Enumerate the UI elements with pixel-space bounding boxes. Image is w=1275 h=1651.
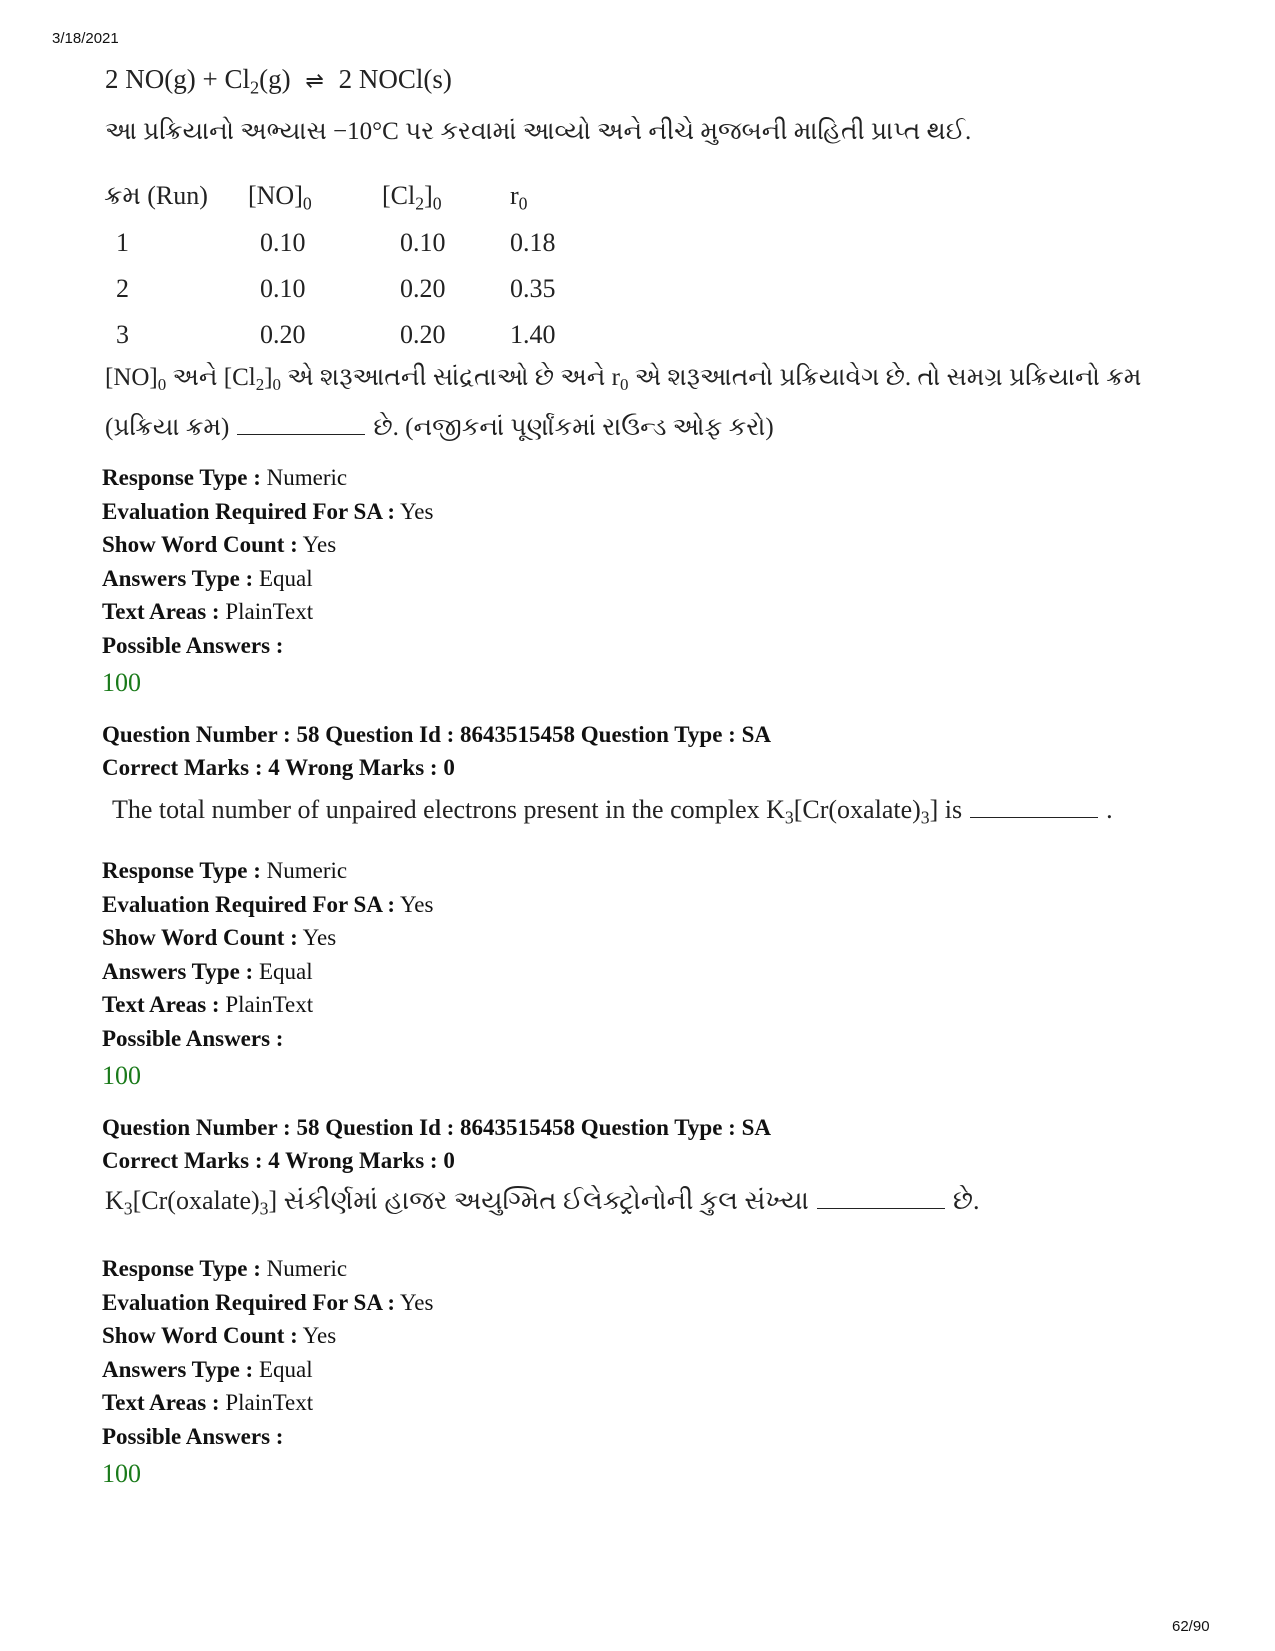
answer-blank [817, 1188, 945, 1209]
answer-blank [237, 414, 365, 435]
header-rate: $r_0$ [510, 181, 528, 214]
header-no: $[NO]_0$ [248, 181, 312, 214]
question-intro: આ પ્રક્રિયાનો અભ્યાસ −10°C પર કરવામાં આવ્યો અને નીચે મુજબની માહિતી પ્રાપ્ત થઈ. [105, 118, 972, 145]
header-cl2: $[Cl_2]_0$ [382, 181, 442, 214]
answer-blank [970, 797, 1098, 818]
question-line-2: (પ્રક્રિયા ક્રમ) છે. (નજીકનાં પૂર્ણાંકમાં રાઉન્ડ ઓફ કરો) [105, 414, 774, 441]
equilibrium-arrow-icon: ⇌ [305, 68, 324, 93]
possible-answer: 100 [102, 668, 141, 697]
question-line-1: $[NO]_0$ અને $[Cl_2]_0$ એ શરૂઆતની સાંદ્રતાઓ છે અને $r_0$ એ શરૂઆતનો પ્રક્રિયાવેગ છે. તો સમગ્ર પ્રક્રિયાનો ક્રમ [105, 364, 1142, 395]
question-text-58-gu: $K_3[Cr(oxalate)_3]$ સંકીર્ણમાં હાજર અયુગ્મિત ઈલેક્ટ્રોનોની કુલ સંખ્યા છે. [105, 1186, 980, 1219]
table-row: 2 0.10 0.20 0.35 [116, 274, 556, 303]
question-meta-58-en: Response Type : Numeric Evaluation Required For SA : Yes Show Word Count : Yes Answers Type : Equal Text Areas : PlainText Possible Answers : 100 [102, 854, 433, 1093]
possible-answer: 100 [102, 1061, 141, 1090]
question-text-58-en: The total number of unpaired electrons present in the complex $K_3[Cr(oxalate)_3]$ is . [112, 795, 1113, 828]
possible-answer: 100 [102, 1459, 141, 1488]
page-number: 62/90 [1172, 1618, 1210, 1635]
rate-data-table [104, 172, 600, 358]
table-row: 1 0.10 0.10 0.18 [116, 228, 556, 257]
question-header-58-en: Question Number : 58 Question Id : 8643515458 Question Type : SA Correct Marks : 4 Wrong Marks : 0 [102, 722, 771, 780]
header-run: ક્રમ (Run) [104, 180, 208, 210]
question-meta-57: Response Type : Numeric Evaluation Required For SA : Yes Show Word Count : Yes Answers Type : Equal Text Areas : PlainText Possible Answers : 100 [102, 461, 433, 700]
table-header-row [104, 172, 600, 220]
table-row: 3 0.20 0.20 1.40 [116, 320, 556, 349]
question-header-58-gu: Question Number : 58 Question Id : 8643515458 Question Type : SA Correct Marks : 4 Wrong Marks : 0 [102, 1115, 771, 1173]
reaction-equation: 2 $NO(g) + Cl_2(g)$ ⇌ 2 NOCl(s) [105, 64, 452, 98]
question-meta-58-gu: Response Type : Numeric Evaluation Required For SA : Yes Show Word Count : Yes Answers Type : Equal Text Areas : PlainText Possible Answers : 100 [102, 1252, 433, 1491]
print-date: 3/18/2021 [52, 30, 119, 47]
